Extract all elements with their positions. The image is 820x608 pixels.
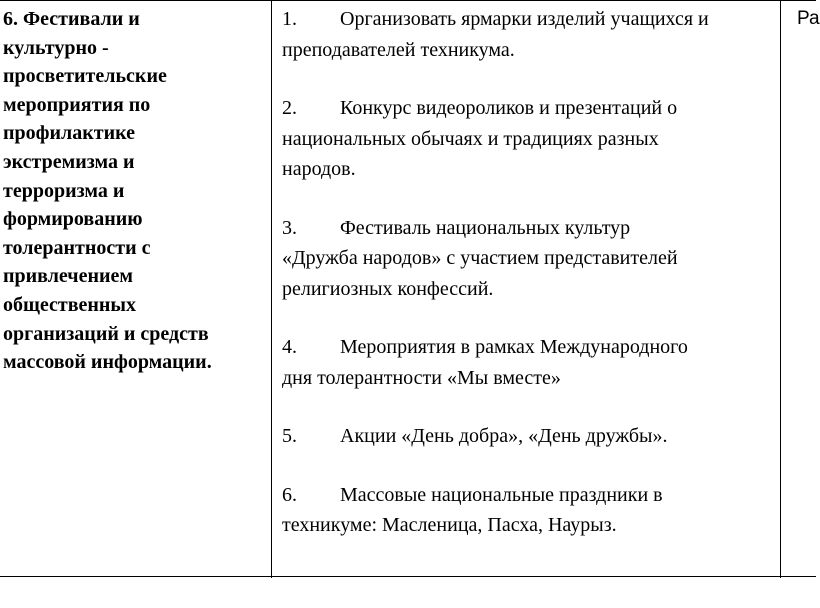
list-item-text: Конкурс видеороликов и презентаций о (340, 97, 678, 119)
section-title-line: привлечением (3, 265, 134, 288)
list-item (282, 480, 774, 541)
list-item-text: народов. (282, 158, 356, 180)
list-item-text: преподавателей техникума. (282, 38, 515, 61)
section-title-line: общественных (3, 293, 137, 316)
responsible-text: Ра (797, 8, 820, 29)
table-cell-section-title (0, 1, 271, 377)
list-item-number: 5. (282, 425, 297, 447)
section-title-line: толерантности с (3, 236, 151, 259)
list-item (282, 93, 774, 185)
list-item-text: Массовые национальные праздники в (340, 483, 663, 506)
list-item-text: Организовать ярмарки изделий учащихся и (340, 8, 709, 30)
list-item-number: 3. (282, 216, 297, 239)
list-item (282, 421, 774, 452)
list-item-number: 2. (282, 97, 297, 119)
section-title-line: профилактике (3, 122, 136, 145)
section-title-line: терроризма и (3, 179, 125, 202)
table-cell-responsible (781, 1, 820, 31)
list-item-number: 4. (282, 336, 297, 358)
section-title-line: экстремизма и (3, 150, 135, 173)
list-item-number: 1. (282, 8, 297, 30)
section-title-line: 6. Фестивали и (3, 8, 140, 30)
list-item-text: национальных обычаях и традициях разных (282, 127, 659, 150)
section-title-line: просветительские (3, 65, 167, 88)
column-divider-2 (780, 1, 781, 578)
list-item (282, 213, 774, 305)
list-item-text: Акции «День добра», «День дружбы». (340, 425, 668, 447)
list-item-text: религиозных конфессий. (282, 277, 494, 300)
list-item (282, 332, 774, 393)
section-title-line: культурно - (3, 36, 109, 59)
section-title-line: формированию (3, 208, 143, 231)
section-title-line: организаций и средств (3, 322, 209, 345)
list-item-text: Мероприятия в рамках Международного (340, 336, 688, 358)
section-title-line: массовой информации. (3, 351, 212, 374)
list-item-text: техникуме: Масленица, Пасха, Наурыз. (282, 514, 617, 536)
section-title-line: мероприятия по (3, 93, 151, 116)
section-title (3, 5, 271, 377)
table-cell-events-list (272, 1, 780, 569)
list-item-text: Фестиваль национальных культур (340, 216, 631, 239)
list-item (282, 4, 774, 65)
list-item-text: дня толерантности «Мы вместе» (282, 366, 561, 389)
list-item-number: 6. (282, 483, 297, 506)
list-item-text: «Дружба народов» с участием представителей (282, 247, 678, 269)
